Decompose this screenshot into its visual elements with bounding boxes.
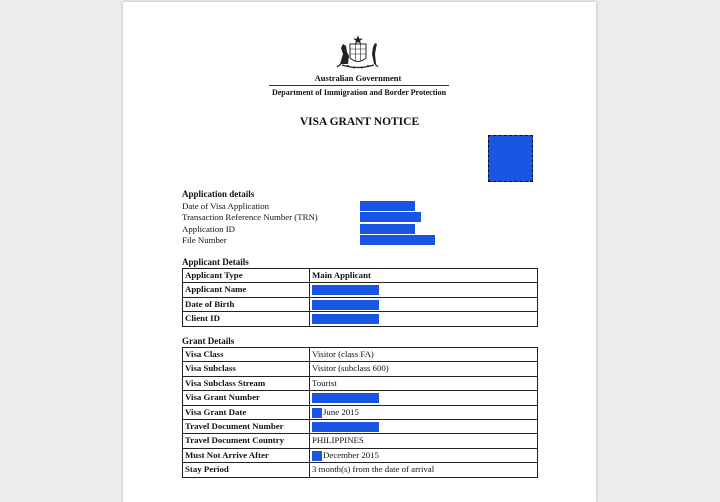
table-row	[183, 391, 538, 405]
list-item: Transaction Reference Number (TRN)	[182, 212, 318, 223]
redacted-value	[312, 314, 379, 324]
row-value: Visitor (subclass 600)	[310, 362, 538, 376]
redacted-value	[312, 408, 322, 418]
table-row	[183, 283, 538, 297]
row-label: Client ID	[183, 312, 310, 326]
row-label: Visa Grant Date	[183, 405, 310, 419]
table-row	[183, 463, 538, 477]
redacted-value	[312, 285, 379, 295]
row-label: Date of Birth	[183, 297, 310, 311]
page-title: VISA GRANT NOTICE	[299, 116, 420, 128]
row-label: Applicant Name	[183, 283, 310, 297]
table-row	[183, 405, 538, 419]
row-value	[310, 312, 538, 326]
row-value: Visitor (class FA)	[310, 348, 538, 362]
redacted-value	[360, 201, 415, 211]
grant-details-heading: Grant Details	[182, 336, 235, 346]
row-label: Applicant Type	[183, 269, 310, 283]
list-item: Application ID	[182, 223, 236, 234]
application-details-list	[182, 201, 318, 246]
grant-details-table	[182, 347, 538, 478]
table-row	[183, 348, 538, 362]
row-label: Travel Document Country	[183, 434, 310, 448]
row-label: Stay Period	[183, 463, 310, 477]
row-label: Travel Document Number	[183, 420, 310, 434]
applicant-details-heading: Applicant Details	[182, 257, 249, 267]
redacted-value	[312, 393, 379, 403]
table-row	[183, 312, 538, 326]
row-value	[310, 391, 538, 405]
row-value	[310, 448, 538, 462]
table-row	[183, 420, 538, 434]
government-name: Australian Government	[314, 73, 402, 83]
row-label: Visa Grant Number	[183, 391, 310, 405]
row-value	[310, 405, 538, 419]
row-value	[310, 283, 538, 297]
department-name: Department of Immigration and Border Protection	[271, 88, 447, 97]
row-label: Visa Subclass	[183, 362, 310, 376]
redacted-value	[360, 212, 421, 222]
row-label: Visa Class	[183, 348, 310, 362]
row-value: Main Applicant	[310, 269, 538, 283]
table-row	[183, 269, 538, 283]
must-not-arrive-after-value: December 2015	[323, 449, 379, 460]
row-value	[310, 297, 538, 311]
row-value: PHILIPPINES	[310, 434, 538, 448]
table-row	[183, 297, 538, 311]
header-divider	[269, 85, 449, 86]
row-label: Visa Subclass Stream	[183, 376, 310, 390]
applicant-details-table	[182, 268, 538, 327]
row-value: 3 month(s) from the date of arrival	[310, 463, 538, 477]
row-value: Tourist	[310, 376, 538, 390]
redacted-value	[312, 451, 322, 461]
list-item: Date of Visa Application	[182, 201, 270, 211]
application-details-heading: Application details	[182, 189, 255, 199]
visa-grant-date-value: June 2015	[323, 406, 359, 417]
redacted-value	[360, 224, 415, 234]
redacted-value	[312, 422, 379, 432]
table-row	[183, 362, 538, 376]
row-label: Must Not Arrive After	[183, 448, 310, 462]
coat-of-arms-icon	[334, 34, 382, 70]
table-row	[183, 448, 538, 462]
redacted-barcode	[488, 135, 533, 182]
redacted-value	[360, 235, 435, 245]
table-row	[183, 434, 538, 448]
row-value	[310, 420, 538, 434]
list-item: File Number	[182, 234, 227, 245]
redacted-value	[312, 300, 379, 310]
document-page	[123, 2, 596, 502]
table-row	[183, 376, 538, 390]
